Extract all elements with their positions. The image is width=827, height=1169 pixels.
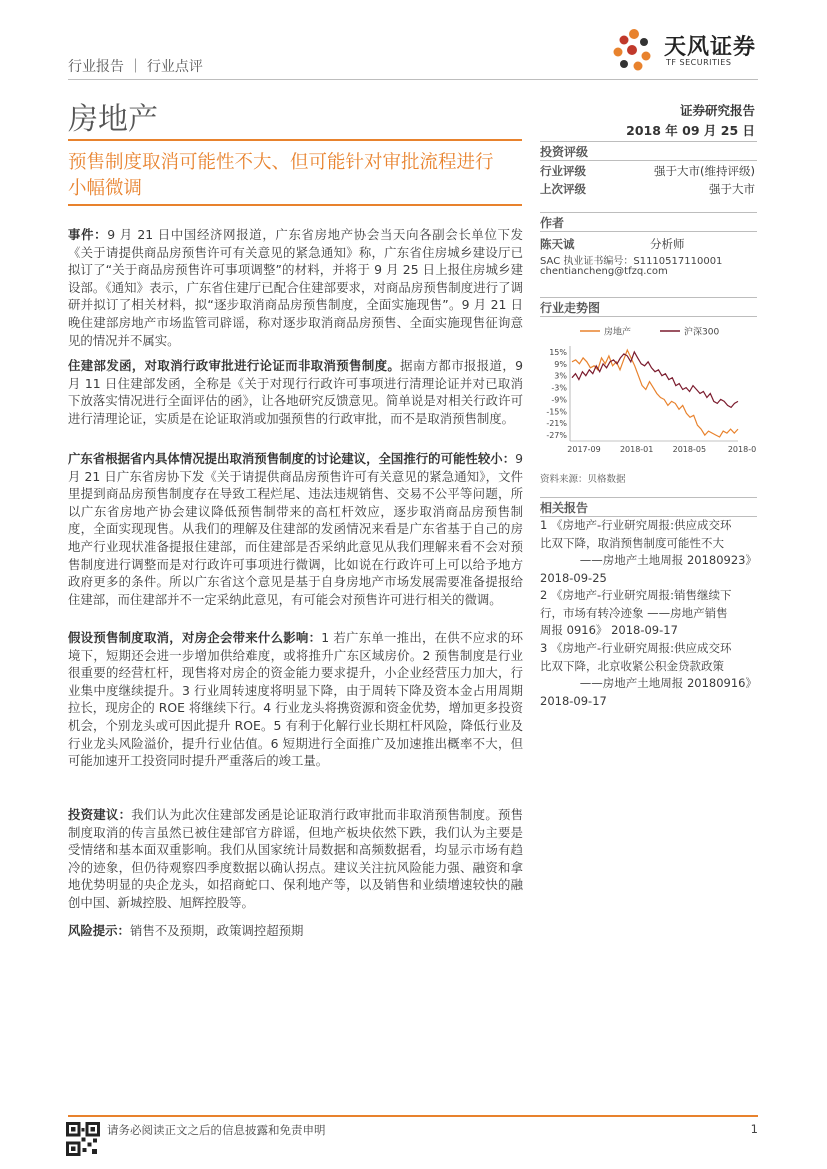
rating-heading-line — [540, 160, 757, 161]
previous-rating-label: 上次评级 — [540, 182, 586, 196]
y-tick-label: 3% — [554, 371, 567, 381]
qr-code-icon — [66, 1122, 100, 1156]
related-report-line: 比双下降，取消预售制度可能性不大 — [540, 535, 724, 550]
paragraph-text: 据南方都市报报道，9 月 11 日住建部发函，全称是《关于对现行行政许可事项进行清理论证并对已取消下放落实情况进行全面评估的函》，让各地研究反馈意见。简单说是对相关行政许可进行清理论证，实质是在论证取消或加强预售的行政审批，而不是取消预售制度。 — [68, 358, 523, 426]
report-date: 2018 年 09 月 25 日 — [626, 123, 755, 138]
related-report-2[interactable] — [540, 587, 757, 640]
page-number: 1 — [750, 1122, 758, 1136]
author-sac: SAC 执业证书编号：S1110517110001 — [540, 256, 723, 267]
footer-disclaimer[interactable]: 请务必阅读正文之后的信息披露和免责申明 — [107, 1123, 326, 1137]
paragraph-label: 假设预售制度取消，对房企会带来什么影响： — [68, 630, 322, 645]
footer-divider — [68, 1115, 758, 1117]
breadcrumb: 行业报告 ｜ 行业点评 — [68, 59, 203, 75]
rating-top-line — [540, 141, 757, 142]
y-tick-label: -21% — [546, 419, 567, 429]
paragraph-text: 我们认为此次住建部发函是论证取消行政审批而非取消预售制度。预售制度取消的传言虽然已被住建部官方辟谣，但地产板块依然下跌，我们认为主要是受情绪和基本面双重影响。我们从国家统计局数据和高频数据看，均显示市场有趋冷的迹象，但仍待观察四季度数据以确认拐点。建议关注抗风险能力强、融资和拿地优势明显的央企龙头，如招商蛇口、保利地产等，以及销售和业绩增速较快的融创中国、新城控股、旭辉控股等。 — [68, 807, 524, 910]
related-report-line: ——房地产土地周报 20180916》 — [579, 676, 757, 690]
sector-title: 房地产 — [68, 102, 158, 137]
previous-rating-value: 强于大市 — [709, 182, 755, 196]
author-name: 陈天诚 — [540, 237, 575, 251]
related-report-line: ——房地产土地周报 20180923》 — [579, 553, 757, 567]
related-report-1[interactable] — [540, 517, 757, 587]
author-heading-line — [540, 231, 757, 232]
flower-logo-icon — [610, 28, 658, 72]
logo-cn: 天风证券 — [664, 35, 757, 60]
paragraph-label: 投资建议： — [68, 807, 132, 822]
paragraph-text: 9 月 21 日广东省房协下发《关于请提供商品房预售许可有关意见的紧急通知》，文件里提到商品房预售制度存在导致工程烂尾、违法违规销售、交易不公平等问题，所以广东省房地产协会建议降低预售制带来的高杠杆效应，逐步取消商品房预售制度，全面实现现售。从我们的理解及住建部的发函情况来看是广东省基于自己的房地产行业现状准备提报住建部，而住建部是否采纳此意见从我们理解来看不会对预售制度进行调整而是对行政许可事项进行微调，比如说在行政许可上可以给予地方政府更多的条件。所以广东省这个意见是基于自身房地产市场发展需要准备提报给住建部，而住建部并不一定采纳此意见，有可能会对预售许可进行相关的微调。 — [68, 451, 523, 607]
trend-heading-line — [540, 316, 757, 317]
series-line — [572, 352, 738, 408]
trend-top-line — [540, 297, 757, 298]
legend-label: 沪深300 — [684, 327, 720, 338]
industry-rating-label: 行业评级 — [540, 164, 586, 178]
paragraph-risk — [68, 922, 523, 940]
author-heading: 作者 — [540, 216, 565, 230]
paragraph-mohurd — [68, 357, 523, 427]
related-heading: 相关报告 — [540, 501, 589, 515]
headline — [68, 150, 528, 202]
y-tick-label: -15% — [546, 407, 567, 417]
author-email[interactable]: chentiancheng@tfzq.com — [540, 266, 668, 277]
headline-underline — [68, 204, 522, 206]
logo-en: TF SECURITIES — [666, 58, 732, 67]
header-divider — [68, 79, 758, 80]
related-report-line: 1 《房地产-行业研究周报:供应成交环 — [540, 518, 732, 532]
industry-rating-value: 强于大市(维持评级) — [654, 164, 755, 178]
paragraph-text: 9 月 21 日中国经济网报道，广东省房地产协会当天向各副会长单位下发《关于请提供商品房预售许可有关意见的紧急通知》称，广东省住房城乡建设厅已拟订了“关于商品房预售许可事项调整”的材料，并将于 9 月 25 日上报住房城乡建设部。《通知》表示，广东省住建厅已配合住建部要求，对商品房预售制度进行了调研并拟订了相关材料，拟“逐步取消商品房预售制度，全面实施现售”。9 月 21 日晚住建部房地产市场监管司辟谣，称对逐步取消商品房预售、全面实施现售征询意见的情况并不属实。 — [68, 227, 524, 348]
x-tick-label: 2018-05 — [672, 445, 707, 454]
paragraph-event — [68, 226, 523, 349]
paragraph-guangdong — [68, 450, 523, 608]
rating-heading: 投资评级 — [540, 145, 589, 159]
paragraph-investment — [68, 806, 523, 912]
x-tick-label: 2018-0 — [727, 445, 757, 454]
related-report-line: 行，市场有转冷迹象 ——房地产销售 — [540, 605, 728, 620]
paragraph-label: 事件： — [68, 227, 108, 242]
related-report-line: 周报 0916》 2018-09-17 — [540, 623, 678, 637]
paragraph-label: 广东省根据省内具体情况提出取消预售制度的讨论建议，全国推行的可能性较小： — [68, 451, 516, 466]
headline-line-2: 小幅微调 — [68, 178, 143, 199]
paragraph-text: 销售不及预期，政策调控超预期 — [129, 923, 304, 938]
paragraph-label: 住建部发函，对取消行政审批进行论证而非取消预售制度。 — [68, 358, 401, 373]
y-tick-label: 9% — [554, 359, 567, 369]
related-top-line — [540, 497, 757, 498]
industry-trend-chart — [540, 320, 755, 460]
company-logo — [610, 28, 760, 72]
y-tick-label: -9% — [551, 395, 567, 405]
legend-label: 房地产 — [604, 327, 632, 338]
paragraph-text: 1 若广东单一推出，在供不应求的环境下，短期还会进一步增加供给难度，或将推升广东区域房价。2 预售制度是行业很重要的经营杠杆，现售将对房企的资金能力要求提升，小企业经营压力加大，行业集中度继续提升。3 行业周转速度将明显下降，由于周转下降及资本金占用周期拉长，现房企的 ROE 将继续下行。4 行业龙头将携资源和资金优势，增加更多投资机会，个别龙头或可因此提升 ROE。5 有利于化解行业长期杠杆风险，降低行业及行业龙头风险溢价，提升行业估值。6 短期进行全面推广及加速推出概率不大，但可能加速开工投资同时提升严重落后的竣工量。 — [68, 630, 524, 769]
author-title: 分析师 — [650, 237, 685, 251]
chart-source: 资料来源：贝格数据 — [540, 474, 626, 485]
x-tick-label: 2018-01 — [619, 445, 654, 454]
trend-heading: 行业走势图 — [540, 301, 601, 315]
author-top-line — [540, 212, 757, 213]
title-underline — [68, 139, 522, 141]
headline-line-1: 预售制度取消可能性不大、但可能针对审批流程进行 — [68, 152, 494, 173]
y-tick-label: -27% — [546, 431, 567, 441]
related-report-line: 3 《房地产-行业研究周报:供应成交环 — [540, 641, 732, 655]
y-tick-label: -3% — [551, 383, 567, 393]
series-line — [572, 350, 738, 437]
related-report-date: 2018-09-25 — [540, 570, 607, 585]
paragraph-label: 风险提示： — [68, 923, 130, 938]
x-tick-label: 2017-09 — [567, 445, 601, 454]
paragraph-impact — [68, 629, 523, 770]
related-report-3[interactable] — [540, 640, 757, 710]
y-tick-label: 15% — [549, 347, 567, 357]
related-report-line: 比双下降，北京收紧公积金贷款政策 — [540, 658, 724, 673]
related-report-line: 2 《房地产-行业研究周报:销售继续下 — [540, 588, 732, 602]
report-type: 证券研究报告 — [679, 103, 755, 118]
related-report-date: 2018-09-17 — [540, 693, 607, 708]
